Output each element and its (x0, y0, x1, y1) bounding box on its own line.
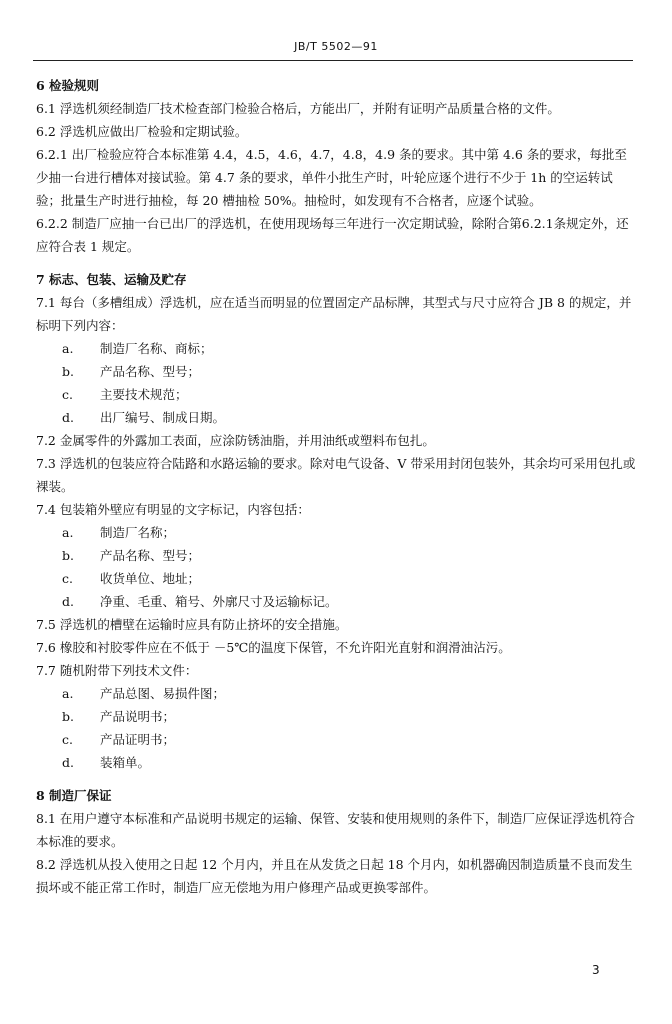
section-8-title: 8 制造厂保证 (36, 788, 112, 803)
document-header: JB/T 5502—91 (294, 40, 378, 53)
clause-6-2-1: 6.2.1 出厂检验应符合本标准第 4.4，4.5，4.6，4.7，4.8，4.9 条的要求。其中第 4.6 条的要求，每批至少抽一台进行槽体对接试验。第 4.7 条的要求，单件小批生产时，叶轮应逐个进行不少于 1h 的空运转试验；批量生产时进行抽检，每 20 槽抽检 50%。抽检时，如发现有不合格者，应逐个试验。 (36, 147, 627, 208)
header-rule (33, 60, 633, 61)
list-item: b. 产品名称、型号； (62, 548, 201, 563)
list-item: d. 装箱单。 (62, 755, 151, 770)
clause-7-7: 7.7 随机附带下列技术文件： (36, 663, 198, 678)
list-item: a. 产品总图、易损件图； (62, 686, 226, 701)
page-number: 3 (592, 963, 600, 977)
list-item: d. 净重、毛重、箱号、外廓尺寸及运输标记。 (62, 594, 338, 609)
list-item: c. 主要技术规范； (62, 387, 188, 402)
clause-6-1: 6.1 浮选机须经制造厂技术检查部门检验合格后，方能出厂，并附有证明产品质量合格的文件。 (36, 101, 560, 116)
clause-6-2: 6.2 浮选机应做出厂检验和定期试验。 (36, 124, 248, 139)
document-body (36, 74, 636, 899)
list-item: c. 产品证明书； (62, 732, 176, 747)
clause-8-1: 8.1 在用户遵守本标准和产品说明书规定的运输、保管、安装和使用规则的条件下，制造厂应保证浮选机符合本标准的要求。 (36, 811, 635, 849)
list-item: a. 制造厂名称； (62, 525, 176, 540)
clause-7-5: 7.5 浮选机的槽壁在运输时应具有防止挤坏的安全措施。 (36, 617, 348, 632)
clause-7-3: 7.3 浮选机的包装应符合陆路和水路运输的要求。除对电气设备、V 带采用封闭包装外，其余均可采用包扎或裸装。 (36, 456, 636, 494)
list-item: c. 收货单位、地址； (62, 571, 201, 586)
list-item: b. 产品名称、型号； (62, 364, 201, 379)
list-item: a. 制造厂名称、商标； (62, 341, 213, 356)
clause-7-2: 7.2 金属零件的外露加工表面，应涂防锈油脂，并用油纸或塑料布包扎。 (36, 433, 435, 448)
section-6-title: 6 检验规则 (36, 78, 100, 93)
section-7-title: 7 标志、包装、运输及贮存 (36, 272, 187, 287)
list-item: b. 产品说明书； (62, 709, 176, 724)
clause-6-2-2: 6.2.2 制造厂应抽一台已出厂的浮选机，在使用现场每三年进行一次定期试验，除附合第6.2.1条规定外，还应符合表 1 规定。 (36, 216, 629, 254)
list-item: d. 出厂编号、制成日期。 (62, 410, 226, 425)
clause-8-2: 8.2 浮选机从投入使用之日起 12 个月内，并且在从发货之日起 18 个月内，如机器确因制造质量不良而发生损坏或不能正常工作时，制造厂应无偿地为用户修理产品或更换零部件。 (36, 857, 633, 895)
clause-7-1: 7.1 每台（多槽组成）浮选机，应在适当而明显的位置固定产品标牌，其型式与尺寸应符合 JB 8 的规定，并标明下列内容： (36, 295, 632, 333)
clause-7-6: 7.6 橡胶和衬胶零件应在不低于 －5℃的温度下保管，不允许阳光直射和润滑油沾污。 (36, 640, 511, 655)
clause-7-4: 7.4 包装箱外壁应有明显的文字标记，内容包括： (36, 502, 310, 517)
